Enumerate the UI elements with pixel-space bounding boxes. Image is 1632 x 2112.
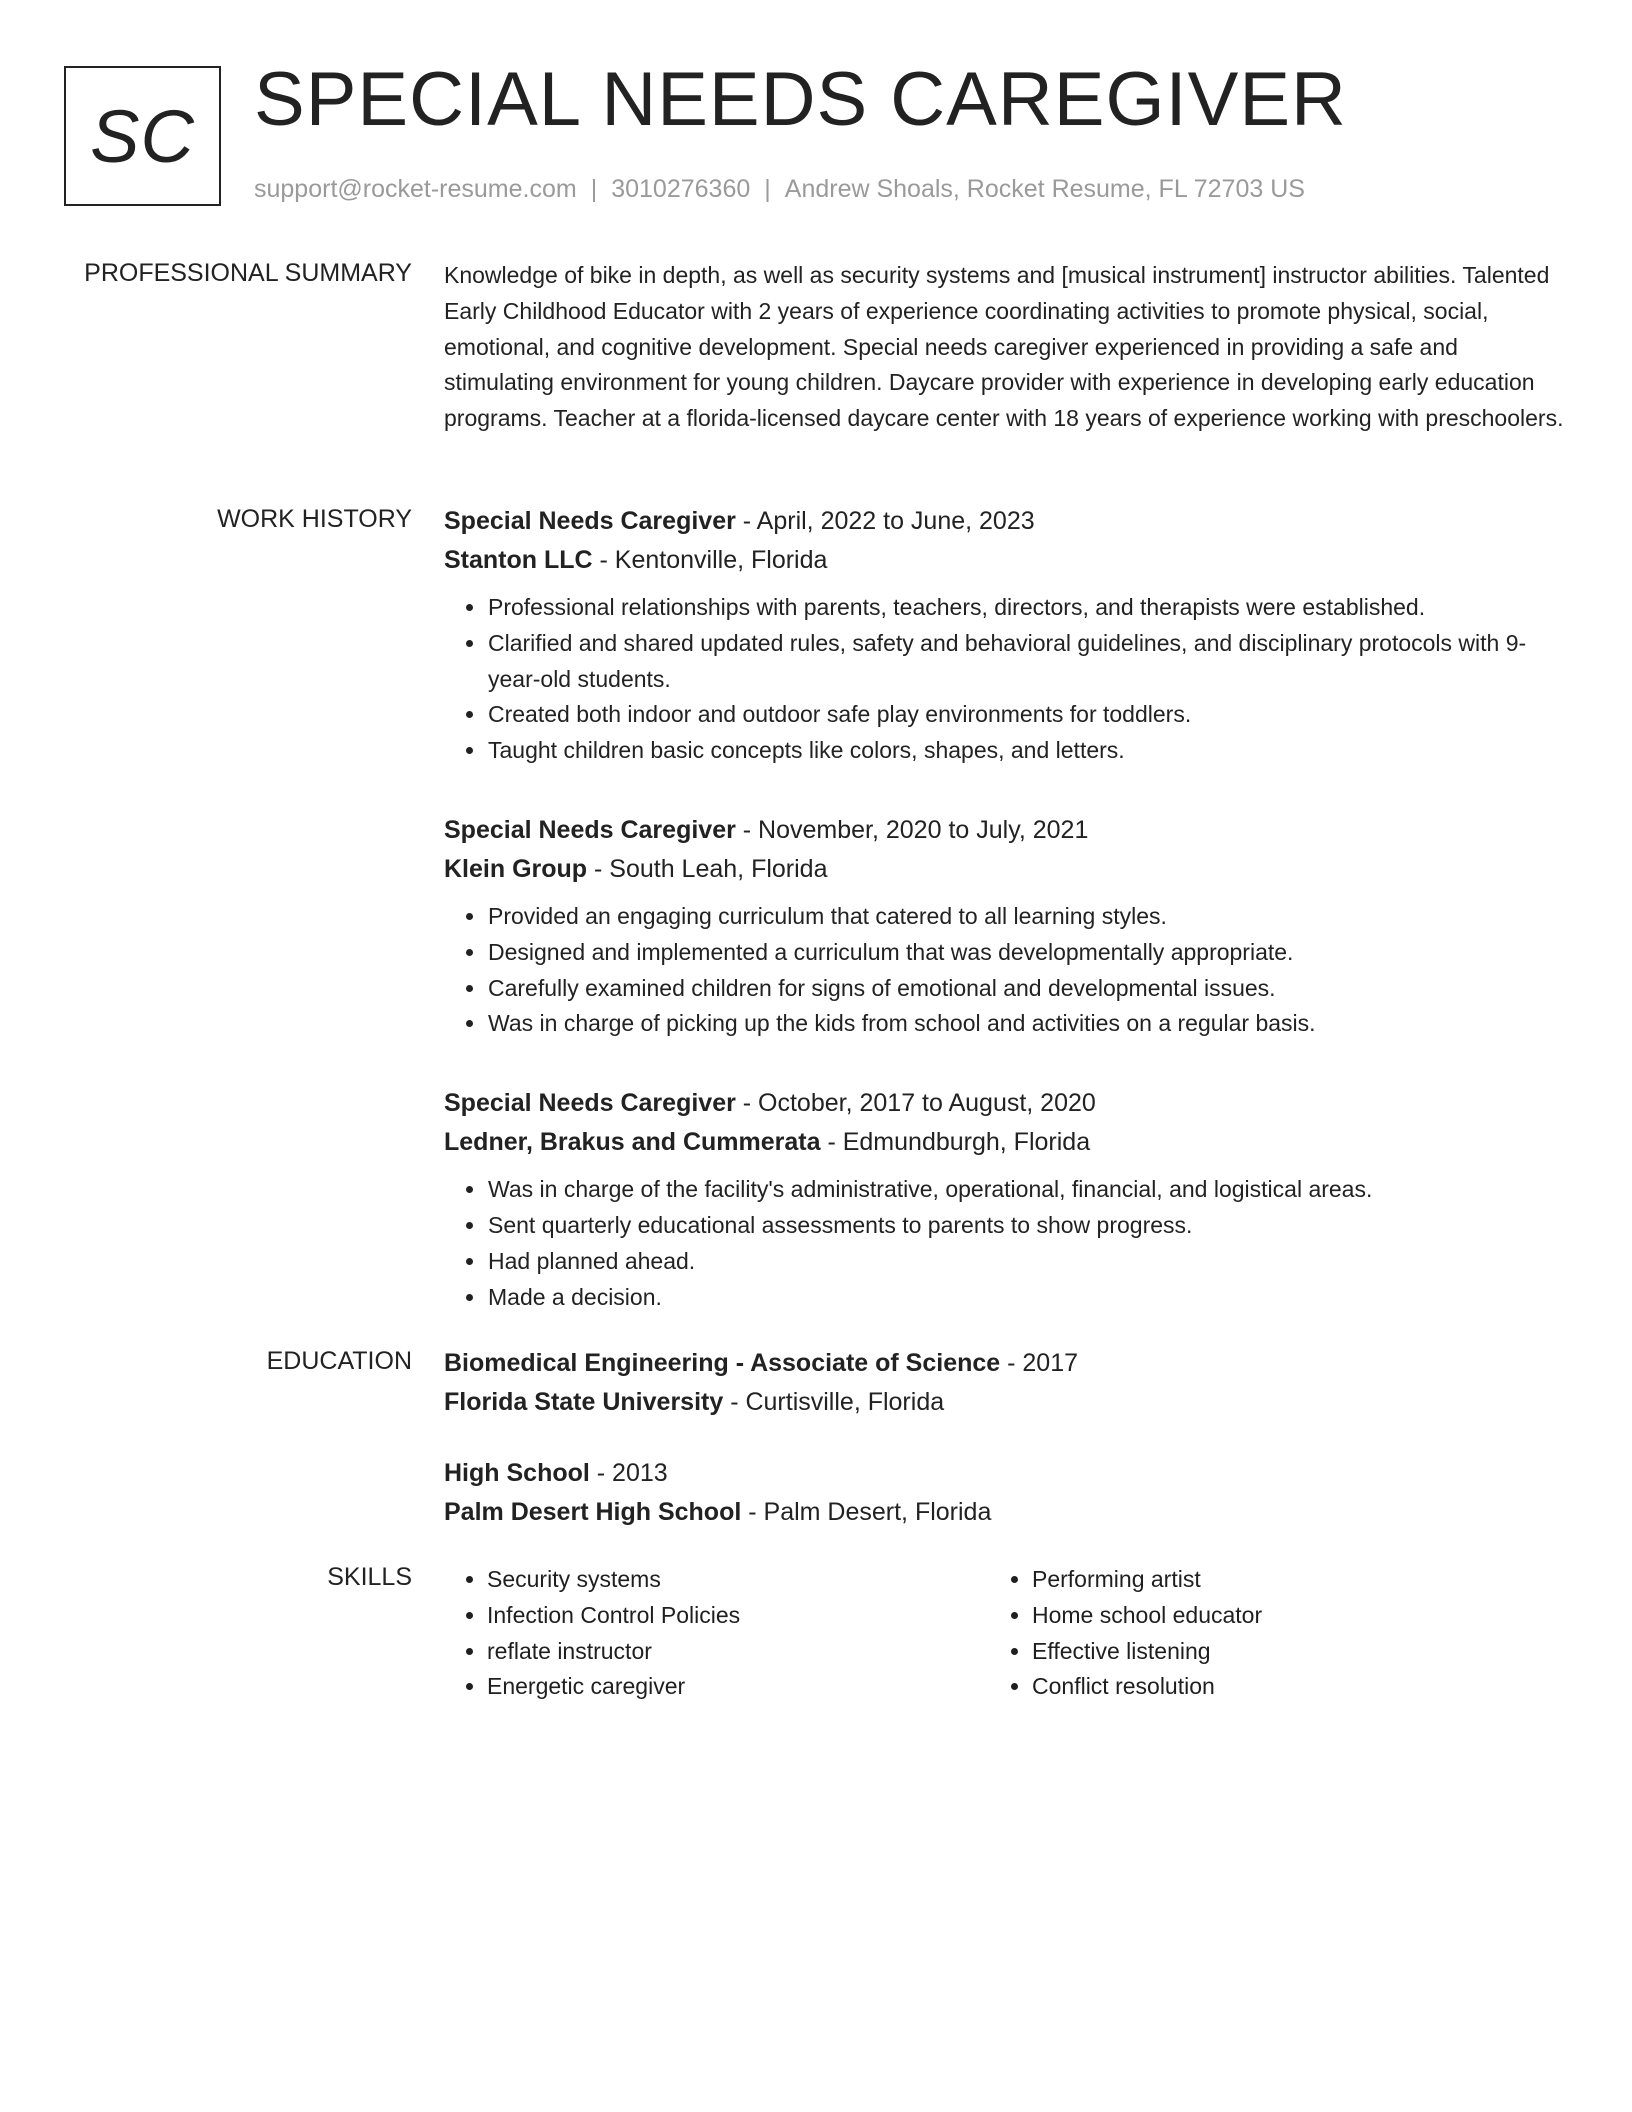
degree: High School (444, 1459, 590, 1487)
contact-email: support@rocket-resume.com (254, 175, 577, 203)
job-bullet: • Had planned ahead. (487, 1244, 1564, 1280)
school-location: - Palm Desert, Florida (741, 1498, 992, 1526)
school-line (444, 1383, 1564, 1422)
job-bullet: • Clarified and shared updated rules, safety and behavioral guidelines, and disciplinary protocols with 9-year-old students. (487, 626, 1564, 698)
job-bullets (444, 899, 1564, 1042)
degree: Biomedical Engineering - Associate of Science (444, 1349, 1001, 1377)
job-title-line (444, 811, 1564, 850)
summary-heading: PROFESSIONAL SUMMARY (84, 259, 412, 287)
job-company-line (444, 541, 1564, 580)
skill-item: • reflate instructor (487, 1634, 989, 1670)
school-line (444, 1493, 1564, 1532)
school: Florida State University (444, 1388, 724, 1416)
job-entry (444, 502, 1564, 769)
job-location: - Edmundburgh, Florida (820, 1128, 1091, 1157)
job-location: - South Leah, Florida (587, 854, 828, 883)
job-bullet: • Sent quarterly educational assessments to parents to show progress. (487, 1208, 1564, 1244)
job-bullet: • Provided an engaging curriculum that catered to all learning styles. (487, 899, 1564, 935)
job-title-line (444, 502, 1564, 541)
skill-item: • Effective listening (1032, 1634, 1534, 1670)
degree-line (444, 1454, 1564, 1493)
job-company: Klein Group (444, 854, 588, 883)
job-dates: - April, 2022 to June, 2023 (735, 507, 1035, 535)
job-company: Ledner, Brakus and Cummerata (444, 1128, 821, 1157)
job-dates: - November, 2020 to July, 2021 (735, 815, 1089, 844)
skill-item: • Home school educator (1032, 1598, 1534, 1634)
job-company-line (444, 850, 1564, 889)
job-bullet: • Made a decision. (487, 1280, 1564, 1316)
skill-item: • Security systems (487, 1562, 989, 1598)
degree-year: - 2013 (589, 1459, 668, 1487)
job-bullet: • Designed and implemented a curriculum that was developmentally appropriate. (487, 935, 1564, 971)
skill-item: • Energetic caregiver (487, 1669, 989, 1705)
skill-item: • Performing artist (1032, 1562, 1534, 1598)
work-history-heading: WORK HISTORY (217, 505, 412, 533)
job-entry (444, 811, 1564, 1042)
job-bullet: • Was in charge of the facility's administrative, operational, financial, and logistical areas. (487, 1172, 1564, 1208)
job-bullet: • Carefully examined children for signs of emotional and developmental issues. (487, 971, 1564, 1007)
resume-title: SPECIAL NEEDS CAREGIVER (254, 57, 1347, 142)
school-location: - Curtisville, Florida (723, 1388, 945, 1416)
education-entry (444, 1454, 1564, 1532)
contact-line (254, 174, 1305, 204)
skills-list-left (444, 1562, 989, 1705)
contact-separator: | (764, 175, 771, 203)
skills-columns (444, 1562, 1564, 1705)
job-entry (444, 1084, 1564, 1315)
job-bullet: • Created both indoor and outdoor safe play environments for toddlers. (487, 697, 1564, 733)
skills-heading: SKILLS (327, 1563, 412, 1591)
skills-list-right (989, 1562, 1534, 1705)
job-company-line (444, 1123, 1564, 1162)
job-dates: - October, 2017 to August, 2020 (735, 1089, 1096, 1118)
summary-text: Knowledge of bike in depth, as well as security systems and [musical instrument] instructor abilities. Talented Early Childhood Educator with 2 years of experience coordinating activities to promote physical, social, emotional, and cognitive development. Special needs caregiver experienced in providing a safe and stimulating environment for young children. Daycare provider with experience in developing early education programs. Teacher at a florida-licensed daycare center with 18 years of experience working with preschoolers. (444, 262, 1564, 432)
contact-phone: 3010276360 (611, 175, 751, 203)
degree-line (444, 1344, 1564, 1383)
skill-item: • Infection Control Policies (487, 1598, 989, 1634)
job-bullet: • Professional relationships with parents, teachers, directors, and therapists were established. (487, 590, 1564, 626)
job-bullet: • Was in charge of picking up the kids from school and activities on a regular basis. (487, 1006, 1564, 1042)
skill-item: • Conflict resolution (1032, 1669, 1534, 1705)
job-bullets (444, 1172, 1564, 1315)
job-title-line (444, 1084, 1564, 1123)
contact-address: Andrew Shoals, Rocket Resume, FL 72703 US (784, 175, 1305, 203)
job-title: Special Needs Caregiver (444, 815, 736, 844)
degree-year: - 2017 (1000, 1349, 1079, 1377)
job-location: - Kentonville, Florida (592, 546, 828, 574)
job-title: Special Needs Caregiver (444, 507, 736, 535)
education-entry (444, 1344, 1564, 1422)
job-title: Special Needs Caregiver (444, 1089, 736, 1118)
monogram-badge: SC (64, 66, 221, 206)
job-company: Stanton LLC (444, 546, 593, 574)
job-bullets (444, 590, 1564, 769)
contact-separator: | (590, 175, 598, 203)
job-bullet: • Taught children basic concepts like colors, shapes, and letters. (487, 733, 1564, 769)
school: Palm Desert High School (444, 1498, 742, 1526)
education-heading: EDUCATION (266, 1347, 412, 1375)
